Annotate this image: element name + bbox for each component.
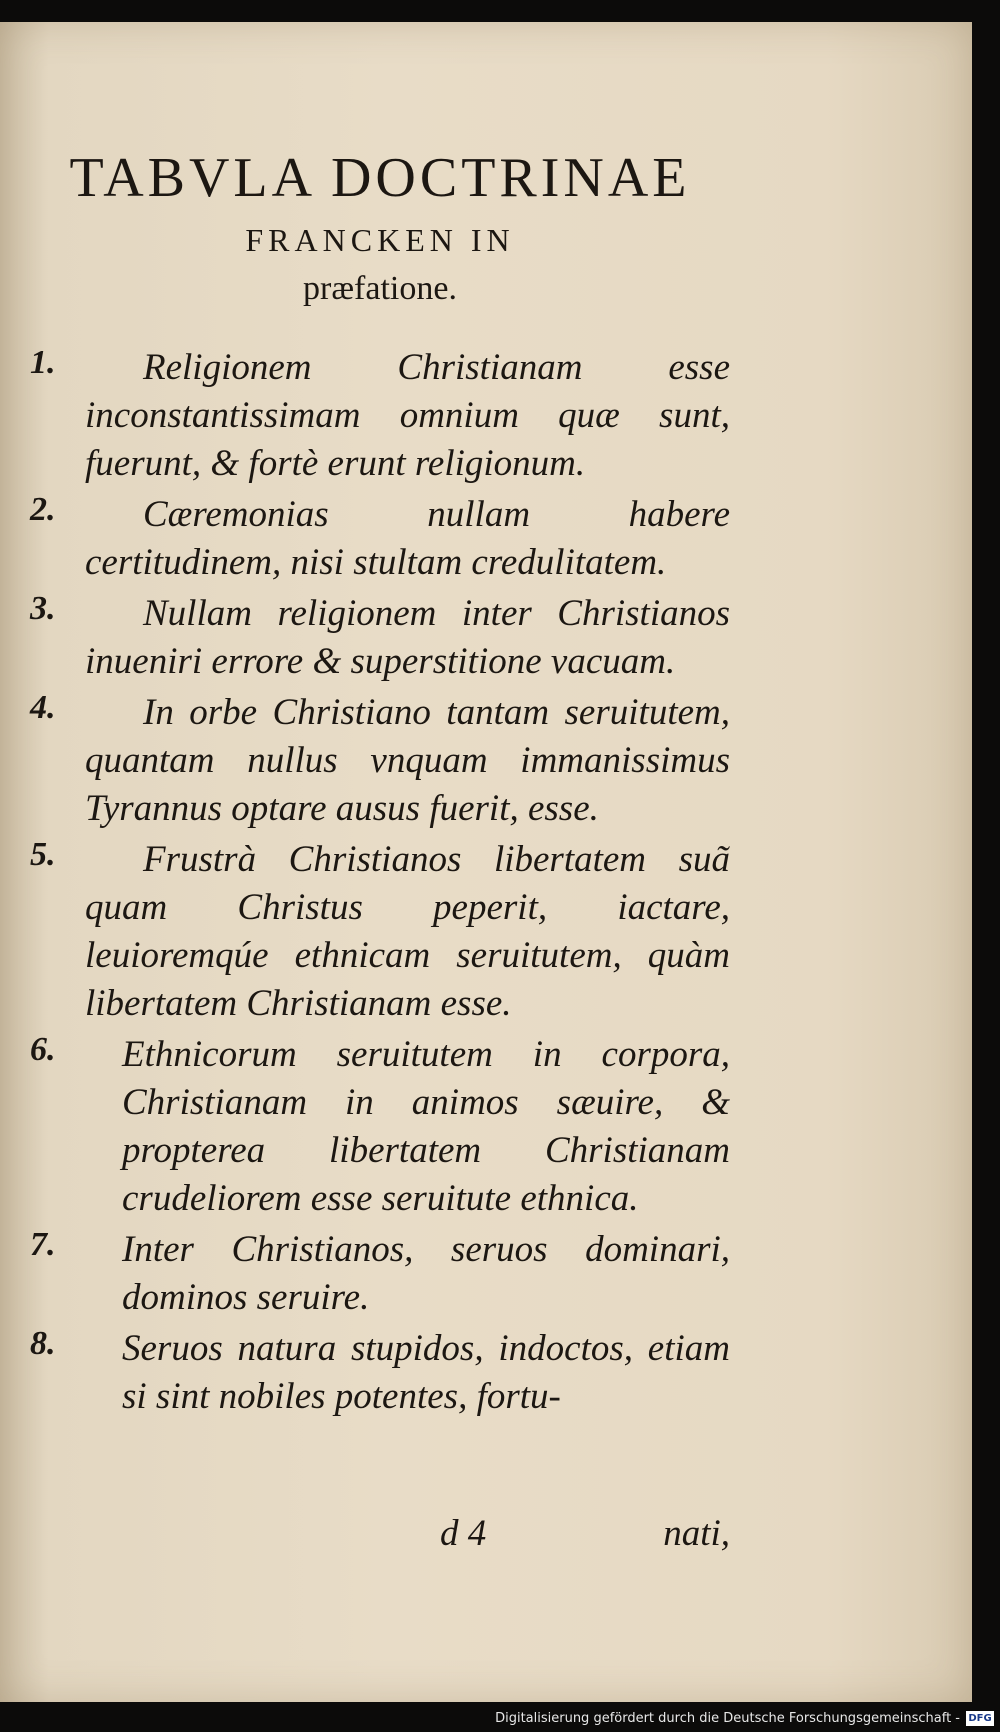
item-number: 2. [30, 491, 56, 528]
page-subtitle: FRANCKEN IN [245, 222, 515, 258]
item-number: 7. [30, 1226, 56, 1263]
item-number: 8. [30, 1325, 56, 1362]
item-number: 6. [30, 1031, 56, 1068]
dfg-logo: DFG [966, 1711, 994, 1726]
item-text: Ethnicorum seruitutem in corpora, Christianam in animos sæuire, & propterea libertatem Christianam crudeliorem esse seruitute ethnica. [122, 1034, 730, 1219]
list-item [30, 344, 730, 488]
catchword: nati, [663, 1513, 730, 1554]
book-page [0, 22, 972, 1702]
footer-bar [0, 1704, 1000, 1732]
list-item [30, 1031, 730, 1223]
item-text: Religionem Christianam esse inconstantissimam omnium quæ sunt, fuerunt, & fortè erunt religionum. [85, 347, 730, 484]
signature-mark: d 4 [440, 1513, 487, 1554]
page-subtitle-line2: præfatione. [303, 270, 457, 307]
page-title: TABVLA DOCTRINAE [69, 147, 691, 209]
page-catchline [440, 1512, 730, 1555]
item-text: In orbe Christiano tantam seruitutem, quantam nullus vnquam immanissimus Tyrannus optare ausus fuerit, esse. [85, 692, 730, 829]
doctrine-list [30, 344, 730, 1424]
item-number: 3. [30, 590, 56, 627]
list-item [30, 836, 730, 1028]
item-text: Inter Christianos, seruos dominari, dominos seruire. [122, 1229, 730, 1318]
list-item [30, 1325, 730, 1421]
item-text: Cæremonias nullam habere certitudinem, nisi stultam credulitatem. [85, 494, 730, 583]
item-number: 5. [30, 836, 56, 873]
list-item [30, 491, 730, 587]
list-item [30, 1226, 730, 1322]
item-text: Nullam religionem inter Christianos inueniri errore & superstitione vacuam. [85, 593, 730, 682]
list-item [30, 590, 730, 686]
item-number: 4. [30, 689, 56, 726]
item-number: 1. [30, 344, 56, 381]
item-text: Seruos natura stupidos, indoctos, etiam si sint nobiles potentes, fortu- [122, 1328, 730, 1417]
funding-credit: Digitalisierung gefördert durch die Deutsche Forschungsgemeinschaft - [495, 1711, 960, 1726]
list-item [30, 689, 730, 833]
item-text: Frustrà Christianos libertatem suã quam Christus peperit, iactare, leuioremqúe ethnicam seruitutem, quàm libertatem Christianam esse. [85, 839, 730, 1024]
